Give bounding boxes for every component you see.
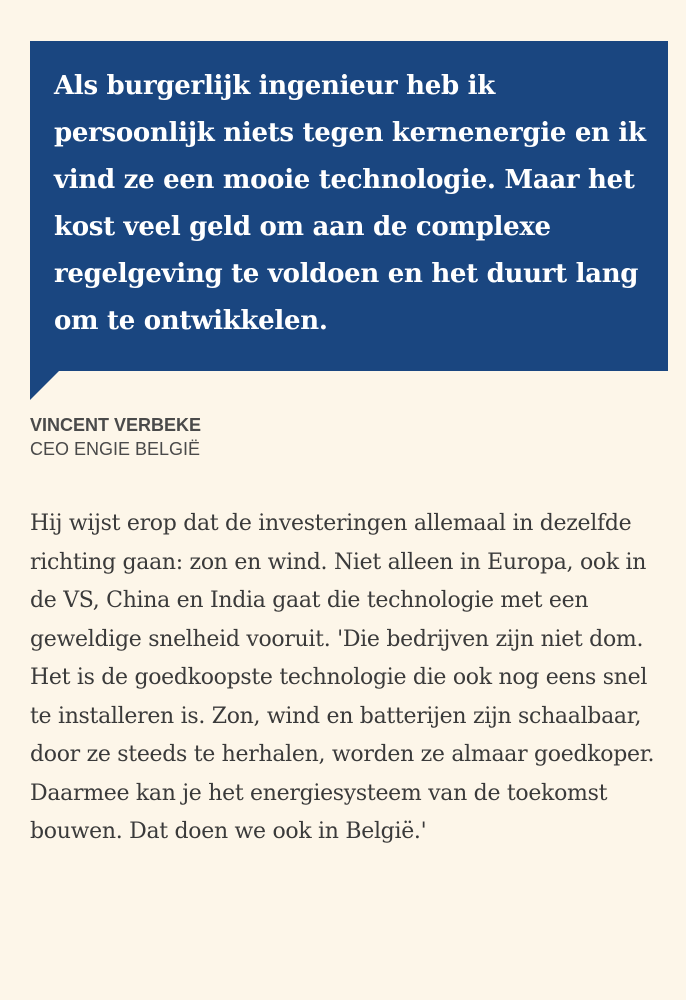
pull-quote-text: Als burgerlijk ingenieur heb ik persoonlijk niets tegen kernenergie en ik vind ze een mooie technologie. Maar het kost veel geld om aan de complexe regelgeving te voldoen en het duurt lang om te ontwikkelen.: [54, 71, 646, 336]
attribution-name: VINCENT VERBEKE: [30, 415, 202, 435]
attribution-role: CEO ENGIE BELGIË: [30, 439, 201, 459]
pull-quote-tail: [30, 370, 60, 400]
quote-attribution: [30, 413, 201, 461]
pull-quote-box: [30, 41, 668, 371]
article-paragraph: Hij wijst erop dat de investeringen allemaal in dezelfde richting gaan: zon en wind. Niet alleen in Europa, ook in de VS, China en India gaat die technologie met een geweldige snelheid vooruit. 'Die bedrijven zijn niet dom. Het is de goedkoopste technologie die ook nog eens snel te installeren is. Zon, wind en batterijen zijn schaalbaar, door ze steeds te herhalen, worden ze almaar goedkoper. Daarmee kan je het energiesysteem van de toekomst bouwen. Dat doen we ook in België.': [30, 511, 655, 844]
